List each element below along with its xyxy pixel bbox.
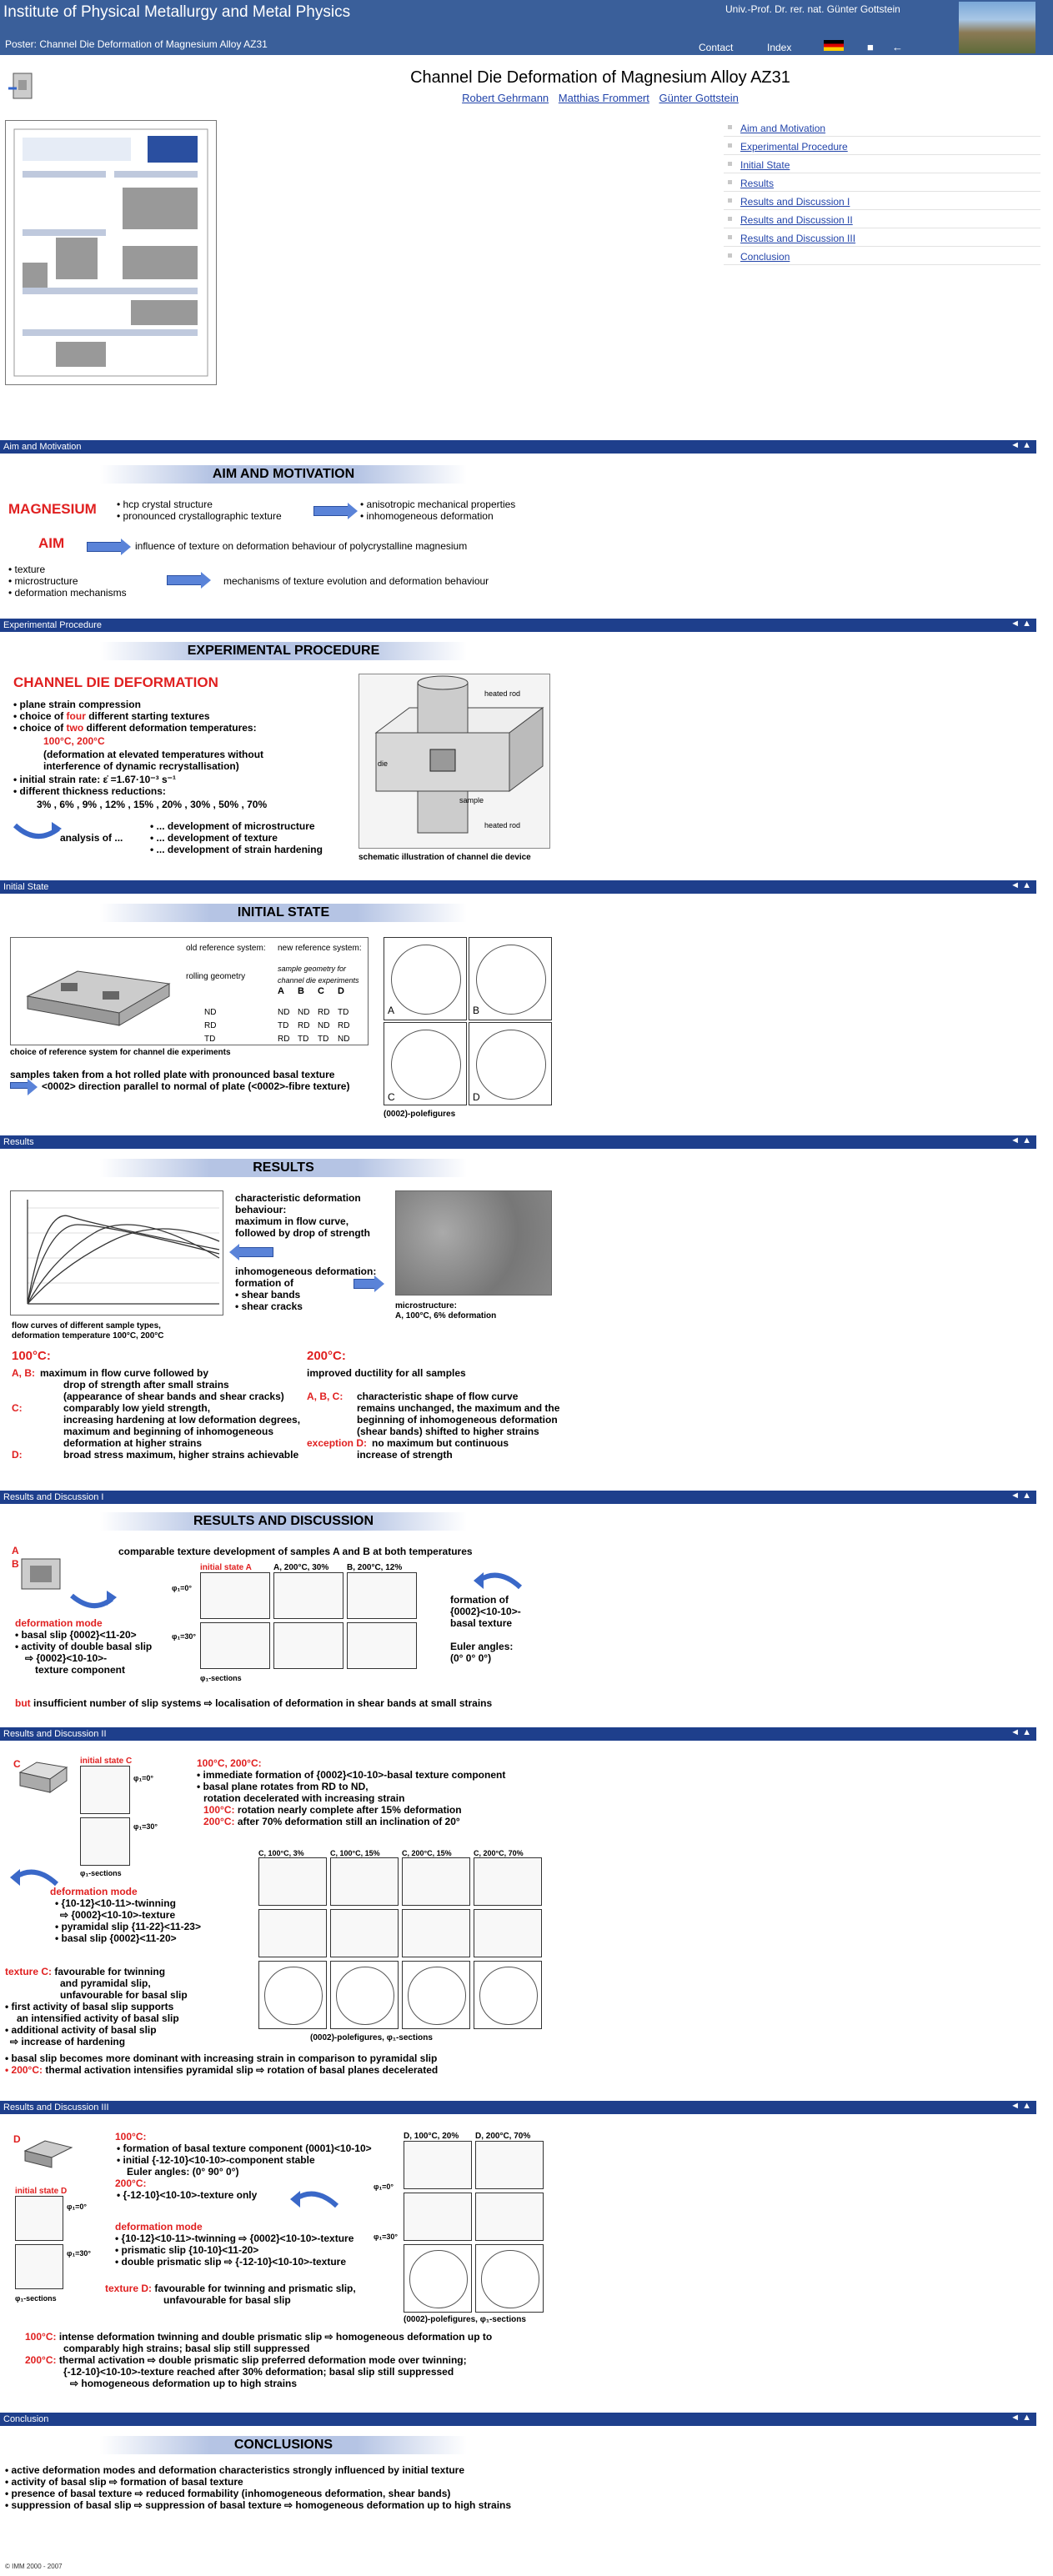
section-bar-exp (0, 619, 1036, 632)
pf-label: A (388, 1005, 395, 1016)
exception-text: no maximum but continuous (372, 1437, 509, 1449)
sections-caption: φ₁-sections (15, 2294, 57, 2303)
aim-list-2: • microstructure (8, 575, 78, 587)
rd3-header: initial state D (15, 2187, 68, 2196)
polefigure-image (384, 1022, 467, 1105)
rd2-dm-2: ⇨ {0002}<10-10>-texture (60, 1909, 176, 1921)
d-label: D: (12, 1449, 23, 1461)
svg-text:D: D (13, 2133, 21, 2145)
mg-prop-3: • anisotropic mechanical properties (360, 499, 516, 510)
rd3-100c: 100°C: (115, 2131, 147, 2142)
polefigure-image (474, 1961, 542, 2029)
nav-arrows-icon[interactable]: ◄ ▲ (1010, 1135, 1031, 1145)
back-arrow-icon[interactable]: ← (892, 41, 903, 53)
sample-c-icon (12, 1756, 70, 1797)
poster-label: Poster: Channel Die Deformation of Magnesium Alloy AZ31 (5, 38, 268, 50)
svg-text:A: A (12, 1545, 19, 1556)
flow-caption-1: flow curves of different sample types, (12, 1321, 161, 1331)
exp-line-3: • choice of two different deformation temperatures: (13, 722, 257, 734)
flow-caption-2: deformation temperature 100°C, 200°C (12, 1331, 164, 1341)
rd3-dm-label: deformation mode (115, 2221, 203, 2233)
euler-2: (0° 0° 0°) (450, 1652, 492, 1664)
rd1-dm-2: • activity of double basal slip (15, 1641, 153, 1652)
rolling-label: rolling geometry (186, 972, 246, 981)
rd3-tex-2: unfavourable for basal slip (163, 2294, 291, 2306)
rd1-dm-4: texture component (35, 1664, 126, 1676)
exp-title: EXPERIMENTAL PROCEDURE (100, 642, 467, 660)
rd3-dm-3: • double prismatic slip ⇨ {-12-10}<10-10>-texture (115, 2256, 347, 2268)
author-list (367, 92, 834, 104)
init-text-2: <0002> direction parallel to normal of plate (<0002>-fibre texture) (42, 1080, 350, 1092)
rd2-dm-1: • {10-12}<10-11>-twinning (55, 1897, 176, 1909)
section-bar-label: Experimental Procedure (3, 620, 103, 630)
nav-arrows-icon[interactable]: ◄ ▲ (1010, 1727, 1031, 1737)
pf-label: B (473, 1005, 480, 1016)
odf-section-image (80, 1817, 130, 1866)
odf-section-image (200, 1572, 270, 1619)
polefigure-image (330, 1961, 399, 2029)
rd1-header-3: B, 200°C, 12% (347, 1563, 403, 1572)
odf-section-image (402, 1857, 470, 1906)
channel-die-caption: schematic illustration of channel die device (359, 853, 531, 862)
polefigure-image (402, 1961, 470, 2029)
aim-text: influence of texture on deformation behaviour of polycrystalline magnesium (135, 540, 468, 552)
odf-section-image (258, 1909, 327, 1957)
curved-arrow-icon (290, 2186, 340, 2215)
rd2-header: initial state C (80, 1757, 133, 1766)
sample-ab-icon (10, 1544, 65, 1594)
polefigure-image (404, 2244, 472, 2313)
odf-section-image (475, 2193, 544, 2241)
res-200c-label: 200°C: (307, 1349, 346, 1363)
aim-list-1: • texture (8, 564, 46, 575)
svg-text:B: B (12, 1558, 19, 1570)
abc-text-2: remains unchanged, the maximum and the (357, 1402, 560, 1414)
rd1-header-2: A, 200°C, 30% (273, 1563, 329, 1572)
rd3-l4: • {-12-10}<10-10>-texture only (117, 2189, 258, 2201)
rd1-dm-label: deformation mode (15, 1617, 103, 1629)
professor-name: Univ.-Prof. Dr. rer. nat. Günter Gottstein (725, 3, 900, 15)
polefigure-image (475, 2244, 544, 2313)
exp-note-2: interference of dynamic recrystallisation) (43, 760, 239, 772)
rd3-sum-100b: comparably high strains; basal slip still suppressed (63, 2343, 310, 2354)
nav-arrows-icon[interactable]: ◄ ▲ (1010, 1491, 1031, 1501)
section-bar-label: Aim and Motivation (3, 442, 82, 452)
conclusion-1: • active deformation modes and deformation characteristics strongly influenced by initial texture (5, 2464, 464, 2476)
toc-item[interactable]: Results and Discussion I (724, 192, 1040, 210)
c-text-2: increasing hardening at low deformation degrees, (63, 1414, 301, 1426)
exp-line-1: • plane strain compression (13, 699, 141, 710)
reference-system-box (10, 937, 369, 1045)
grid-header: C, 200°C, 15% (402, 1849, 452, 1857)
sample-d-icon (12, 2131, 75, 2173)
polefigure-caption: (0002)-polefigures (384, 1110, 456, 1119)
mg-prop-4: • inhomogeneous deformation (360, 510, 494, 522)
odf-section-image (474, 1909, 542, 1957)
odf-section-image (347, 1572, 417, 1619)
grid-header: C, 100°C, 3% (258, 1849, 304, 1857)
odf-section-image (80, 1766, 130, 1814)
phi0-label: φ₁=0° (374, 2183, 394, 2191)
odf-section-image (404, 2193, 472, 2241)
odf-section-image (200, 1622, 270, 1669)
conclusion-title: CONCLUSIONS (100, 2436, 467, 2454)
abc-label: A, B, C: (307, 1391, 343, 1402)
odf-section-image (347, 1622, 417, 1669)
euler-1: Euler angles: (450, 1641, 514, 1652)
abc-text-4: (shear bands) shifted to higher strains (357, 1426, 539, 1437)
ref-table (204, 1006, 358, 1046)
rd2-f3: • additional activity of basal slip (5, 2024, 157, 2036)
c-label: C: (12, 1402, 23, 1414)
rd2-f4: ⇨ increase of hardening (10, 2036, 126, 2047)
svg-text:C: C (13, 1758, 21, 1770)
poster-title: Channel Die Deformation of Magnesium Alloy AZ31 (410, 68, 790, 87)
pf-label: D (473, 1091, 480, 1103)
polefigure-image (258, 1961, 327, 2029)
inhom-3: • shear bands (235, 1289, 301, 1301)
poster-thumbnail[interactable] (5, 120, 217, 385)
author-link[interactable]: Günter Gottstein (659, 92, 739, 104)
odf-section-image (273, 1622, 343, 1669)
rd2-line-3: rotation decelerated with increasing strain (203, 1792, 405, 1804)
sample-label: sample (459, 796, 484, 804)
rd3-tex-line: texture D: favourable for twinning and prismatic slip, (105, 2283, 356, 2294)
index-link[interactable]: Index (767, 42, 792, 53)
rd2-f2: an intensified activity of basal slip (17, 2012, 179, 2024)
formation-1: formation of (450, 1594, 509, 1606)
sections-caption: φ₁-sections (80, 1869, 122, 1877)
c-text-3: maximum and beginning of inhomogeneous (63, 1426, 274, 1437)
ductility-text: improved ductility for all samples (307, 1367, 466, 1379)
page-header (0, 0, 1053, 55)
rd3-grid-header: D, 200°C, 70% (475, 2132, 531, 2141)
nav-arrows-icon[interactable]: ◄ ▲ (1010, 619, 1031, 629)
arrow-icon (87, 542, 122, 552)
magnesium-label: MAGNESIUM (8, 501, 97, 517)
grid-header: C, 200°C, 70% (474, 1849, 524, 1857)
section-bar-label: Conclusion (3, 2414, 49, 2424)
odf-section-image (15, 2244, 63, 2289)
arrow-left-icon (238, 1247, 273, 1257)
section-bar-label: Results (3, 1137, 34, 1147)
rd2-f1: • first activity of basal slip supports (5, 2001, 174, 2012)
phi30-label: φ₁=30° (172, 1632, 197, 1641)
nav-arrows-icon[interactable]: ◄ ▲ (1010, 440, 1031, 450)
exp-rate: • initial strain rate: ε̇ =1.67·10⁻³ s⁻¹ (13, 774, 176, 785)
rd3-sum-200: 200°C: thermal activation ⇨ double prismatic slip preferred deformation mode over twinning; (25, 2354, 467, 2366)
rd1-dm-1: • basal slip {0002}<11-20> (15, 1629, 137, 1641)
init-text-1: samples taken from a hot rolled plate with pronounced basal texture (10, 1069, 335, 1080)
aim-list-3: • deformation mechanisms (8, 587, 127, 599)
building-photo (959, 2, 1035, 53)
rd2-line-2: • basal plane rotates from RD to ND, (197, 1781, 369, 1792)
rd2-dm-3: • pyramidal slip {11-22}<11-23> (55, 1921, 201, 1932)
d-text: broad stress maximum, higher strains achievable (63, 1449, 299, 1461)
formation-2: {0002}<10-10>- (450, 1606, 521, 1617)
toc-item[interactable]: Experimental Procedure (724, 137, 1040, 155)
analysis-item-1: • ... development of microstructure (150, 820, 315, 832)
rd3-sum-200c: ⇨ homogeneous deformation up to high strains (70, 2378, 298, 2389)
table-row: ND ND ND RD TD (204, 1008, 349, 1017)
section-bar-aim (0, 440, 1036, 454)
odf-section-image (402, 1909, 470, 1957)
section-bar-rd1 (0, 1491, 1036, 1504)
rd2-dm-4: • basal slip {0002}<11-20> (55, 1932, 177, 1944)
ref-caption: choice of reference system for channel die experiments (10, 1048, 231, 1057)
micro-caption-2: A, 100°C, 6% deformation (395, 1311, 497, 1321)
curved-arrow-icon (12, 820, 62, 848)
channel-die-logo-icon (7, 70, 37, 103)
toc-item[interactable]: Results and Discussion II (724, 210, 1040, 228)
arrow-icon (167, 575, 202, 585)
rd3-l1: • formation of basal texture component (0001)<10-10> (117, 2142, 372, 2154)
abc-text-3: beginning of inhomogeneous deformation (357, 1414, 558, 1426)
rd2-f5: • basal slip becomes more dominant with increasing strain in comparison to pyramidal slip (5, 2052, 438, 2064)
char-4: followed by drop of strength (235, 1227, 370, 1239)
table-row: RD TD RD ND RD (204, 1021, 350, 1030)
rd3-dm-1: • {10-12}<10-11>-twinning ⇨ {0002}<10-10>-texture (115, 2233, 354, 2244)
phi30-label: φ₁=30° (67, 2249, 92, 2258)
rod-label-bottom: heated rod (484, 821, 521, 829)
table-row: TD RD TD TD ND (204, 1035, 350, 1044)
conclusion-4: • suppression of basal slip ⇨ suppression of basal texture ⇨ homogeneous deformation up to high strains (5, 2499, 512, 2511)
toc-item[interactable]: Results (724, 173, 1040, 192)
rd2-grid-caption: (0002)-polefigures, φ₁-sections (310, 2033, 433, 2042)
phi30-label: φ₁=30° (374, 2233, 399, 2241)
rd2-tex-line: texture C: favourable for twinning (5, 1966, 166, 1977)
section-bar-rd2 (0, 1727, 1036, 1741)
section-bar-conclusion (0, 2413, 1036, 2426)
col-headers: A B C D (278, 986, 344, 996)
nav-arrows-icon[interactable]: ◄ ▲ (1010, 880, 1031, 890)
arrow-icon (10, 1082, 28, 1089)
ab-text-2: drop of strength after small strains (63, 1379, 229, 1391)
section-bar-rd3 (0, 2101, 1036, 2114)
old-ref-label: old reference system: (186, 944, 266, 953)
channel-die-subtitle: CHANNEL DIE DEFORMATION (13, 674, 218, 690)
table-of-contents (724, 118, 1040, 265)
channel-die-illustration (359, 674, 550, 849)
section-bar-label: Results and Discussion III (3, 2102, 109, 2112)
sections-caption: φ₁-sections (200, 1674, 242, 1682)
nav-arrows-icon[interactable]: ◄ ▲ (1010, 2101, 1031, 2111)
rd3-grid-header: D, 100°C, 20% (404, 2132, 459, 2141)
rd2-line-5: 200°C: after 70% deformation still an inclination of 20° (203, 1816, 460, 1827)
init-title: INITIAL STATE (100, 904, 467, 922)
curved-arrow-icon (68, 1591, 118, 1616)
odf-section-image (15, 2196, 63, 2241)
section-bar-label: Results and Discussion II (3, 1729, 107, 1739)
ab-text-3: (appearance of shear bands and shear cracks) (63, 1391, 284, 1402)
phi0-label: φ₁=0° (172, 1584, 193, 1592)
odf-section-image (330, 1909, 399, 1957)
pf-label: C (388, 1091, 395, 1103)
rd2-line-1: • immediate formation of {0002}<10-10>-basal texture component (197, 1769, 506, 1781)
grid-header: C, 100°C, 15% (330, 1849, 380, 1857)
section-bar-label: Results and Discussion I (3, 1492, 104, 1502)
rd2-tex-3: unfavourable for basal slip (60, 1989, 188, 2001)
section-bar-init (0, 880, 1036, 894)
sample-geometry-label: sample geometry for channel die experiments (278, 965, 359, 985)
inhom-2: formation of (235, 1277, 293, 1289)
new-ref-label: new reference system: (278, 944, 362, 953)
odf-section-image (258, 1857, 327, 1906)
rd2-line-4: 100°C: rotation nearly complete after 15% deformation (203, 1804, 462, 1816)
rd2-dm-label: deformation mode (50, 1886, 138, 1897)
phi30-label: φ₁=30° (133, 1822, 158, 1831)
rd3-sum-100: 100°C: intense deformation twinning and double prismatic slip ⇨ homogeneous deformation up to (25, 2331, 493, 2343)
micro-caption-1: microstructure: (395, 1301, 457, 1311)
ab-text: maximum in flow curve followed by (40, 1367, 209, 1379)
odf-section-image (330, 1857, 399, 1906)
rd1-title: RESULTS AND DISCUSSION (100, 1512, 467, 1531)
polefigure-image (469, 1022, 552, 1105)
section-bar-results (0, 1135, 1036, 1149)
rd3-200c: 200°C: (115, 2178, 147, 2189)
exp-note-1: (deformation at elevated temperatures without (43, 749, 264, 760)
polefigure-image (469, 937, 552, 1020)
abc-text: characteristic shape of flow curve (357, 1391, 519, 1402)
analysis-label: analysis of ... (60, 832, 123, 844)
rd3-l3: Euler angles: (0° 90° 0°) (127, 2166, 239, 2178)
toc-item[interactable]: Initial State (724, 155, 1040, 173)
author-link[interactable]: Matthias Frommert (558, 92, 649, 104)
inhom-4: • shear cracks (235, 1301, 303, 1312)
aim-title: AIM AND MOTIVATION (100, 465, 467, 484)
rd3-l2: • initial {-12-10}<10-10>-component stable (117, 2154, 315, 2166)
exp-line-2: • choice of four different starting textures (13, 710, 210, 722)
exp-temps: 100°C, 200°C (43, 735, 105, 747)
rd1-header-1: initial state A (200, 1563, 252, 1572)
rod-label-top: heated rod (484, 689, 521, 698)
c-text: comparably low yield strength, (63, 1402, 211, 1414)
rd2-temps: 100°C, 200°C: (197, 1757, 262, 1769)
conclusion-2: • activity of basal slip ⇨ formation of basal texture (5, 2476, 243, 2488)
mg-prop-1: • hcp crystal structure (117, 499, 213, 510)
institute-name: Institute of Physical Metallurgy and Metal Physics (3, 3, 351, 21)
odf-section-image (273, 1572, 343, 1619)
c-text-4: deformation at higher strains (63, 1437, 203, 1449)
rd1-dm-3: ⇨ {0002}<10-10>- (25, 1652, 108, 1664)
rd2-f6: • 200°C: thermal activation intensifies pyramidal slip ⇨ rotation of basal planes decelerated (5, 2064, 439, 2076)
odf-section-image (404, 2141, 472, 2189)
nav-arrows-icon[interactable]: ◄ ▲ (1010, 2413, 1031, 2423)
res-100c-label: 100°C: (12, 1349, 51, 1363)
flow-curve-chart (10, 1190, 223, 1316)
char-2: behaviour: (235, 1204, 287, 1215)
print-icon[interactable]: ■ (867, 41, 874, 53)
mg-prop-2: • pronounced crystallographic texture (117, 510, 282, 522)
formation-3: basal texture (450, 1617, 513, 1629)
toc-item[interactable]: Aim and Motivation (724, 118, 1040, 137)
inhom-1: inhomogeneous deformation: (235, 1265, 377, 1277)
toc-item[interactable]: Conclusion (724, 247, 1040, 265)
polefigure-grid (384, 937, 552, 1107)
die-label: die (378, 759, 389, 768)
ab-label: A, B: (12, 1367, 35, 1379)
exp-reduction-values: 3% , 6% , 9% , 12% , 15% , 20% , 30% , 50% , 70% (37, 799, 268, 810)
toc-item[interactable]: Results and Discussion III (724, 228, 1040, 247)
char-3: maximum in flow curve, (235, 1215, 349, 1227)
arrow-icon (313, 506, 348, 516)
rd2-tex-2: and pyramidal slip, (60, 1977, 151, 1989)
curved-arrow-icon (474, 1567, 524, 1596)
exp-reductions: • different thickness reductions: (13, 785, 166, 797)
exception-label: exception D: (307, 1437, 368, 1449)
phi0-label: φ₁=0° (133, 1774, 154, 1782)
aim-label: AIM (38, 535, 65, 551)
phi0-label: φ₁=0° (67, 2203, 88, 2211)
microstructure-image (395, 1190, 552, 1296)
rd1-comparable: comparable texture development of samples A and B at both temperatures (118, 1546, 473, 1557)
exception-text-2: increase of strength (357, 1449, 453, 1461)
rd3-sum-200b: {-12-10}<10-10>-texture reached after 30% deformation; basal slip still suppressed (63, 2366, 454, 2378)
mechanisms-text: mechanisms of texture evolution and deformation behaviour (223, 575, 489, 587)
arrow-icon (354, 1279, 375, 1289)
author-link[interactable]: Robert Gehrmann (462, 92, 549, 104)
rd1-but-line: but insufficient number of slip systems ⇨ localisation of deformation in shear bands at small strains (15, 1697, 493, 1709)
rd3-grid-caption: (0002)-polefigures, φ₁-sections (404, 2315, 526, 2324)
section-bar-label: Initial State (3, 882, 49, 892)
conclusion-3: • presence of basal texture ⇨ reduced formability (inhomogeneous deformation, shear bands) (5, 2488, 451, 2499)
odf-section-image (475, 2141, 544, 2189)
analysis-item-2: • ... development of texture (150, 832, 278, 844)
results-title: RESULTS (100, 1159, 467, 1177)
footer-copyright: © IMM 2000 - 2007 (5, 2563, 63, 2570)
analysis-item-3: • ... development of strain hardening (150, 844, 323, 855)
rd3-dm-2: • prismatic slip {10-10}<11-20> (115, 2244, 259, 2256)
char-1: characteristic deformation (235, 1192, 361, 1204)
polefigure-image (384, 937, 467, 1020)
odf-section-image (474, 1857, 542, 1906)
contact-link[interactable]: Contact (699, 42, 734, 53)
